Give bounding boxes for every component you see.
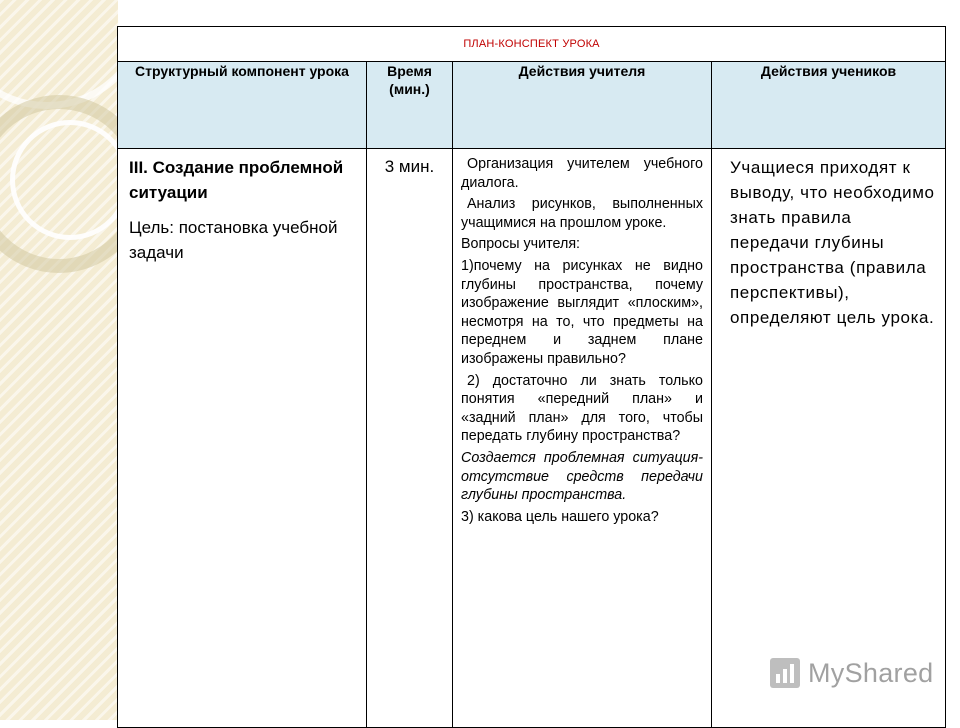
teacher-text: Организация учителем учебного диалога.	[461, 156, 703, 191]
teacher-question: 1)почему на рисунках не видно глубины пространства, почему изображение выглядит «плоским», несмотря на то, что предметы на переднем и заднем плане изображены правильно?	[461, 257, 703, 367]
teacher-text: Анализ рисунков, выполненных учащимися на прошлом уроке.	[461, 196, 703, 231]
header-teacher-actions: Действия учителя	[453, 62, 712, 149]
watermark	[768, 656, 933, 690]
header-time: Время (мин.)	[367, 62, 453, 149]
header-component: Структурный компонент урока	[118, 62, 367, 149]
decorative-ring	[0, 0, 118, 109]
teacher-question: 3) какова цель нашего урока?	[461, 508, 659, 525]
teacher-note: Создается проблемная ситуация- отсутствие средств передачи глубины пространства.	[461, 449, 703, 504]
stage-goal: Цель: постановка учебной задачи	[129, 218, 338, 262]
watermark-logo-icon	[768, 656, 802, 690]
stage-name: III. Создание проблемной ситуации	[129, 158, 344, 202]
lesson-plan-table	[117, 26, 946, 728]
header-student-actions: Действия учеников	[712, 62, 946, 149]
table-title: ПЛАН-КОНСПЕКТ УРОКА	[118, 27, 946, 62]
cell-student-actions: Учащиеся приходят к выводу, что необходимо знать правила передачи глубины пространства (правила перспективы), определяют цель урока.	[712, 149, 946, 728]
watermark-text: MyShared	[808, 657, 934, 688]
cell-component	[118, 149, 367, 728]
cell-time: 3 мин.	[367, 149, 453, 728]
cell-teacher-actions	[453, 149, 712, 728]
teacher-text: Вопросы учителя:	[461, 236, 581, 253]
decorative-ring	[10, 120, 118, 240]
teacher-question: 2) достаточно ли знать только понятия «передний план» и «задний план» для того, чтобы передать глубину пространства?	[461, 372, 703, 445]
decorative-side-strip	[0, 0, 118, 720]
